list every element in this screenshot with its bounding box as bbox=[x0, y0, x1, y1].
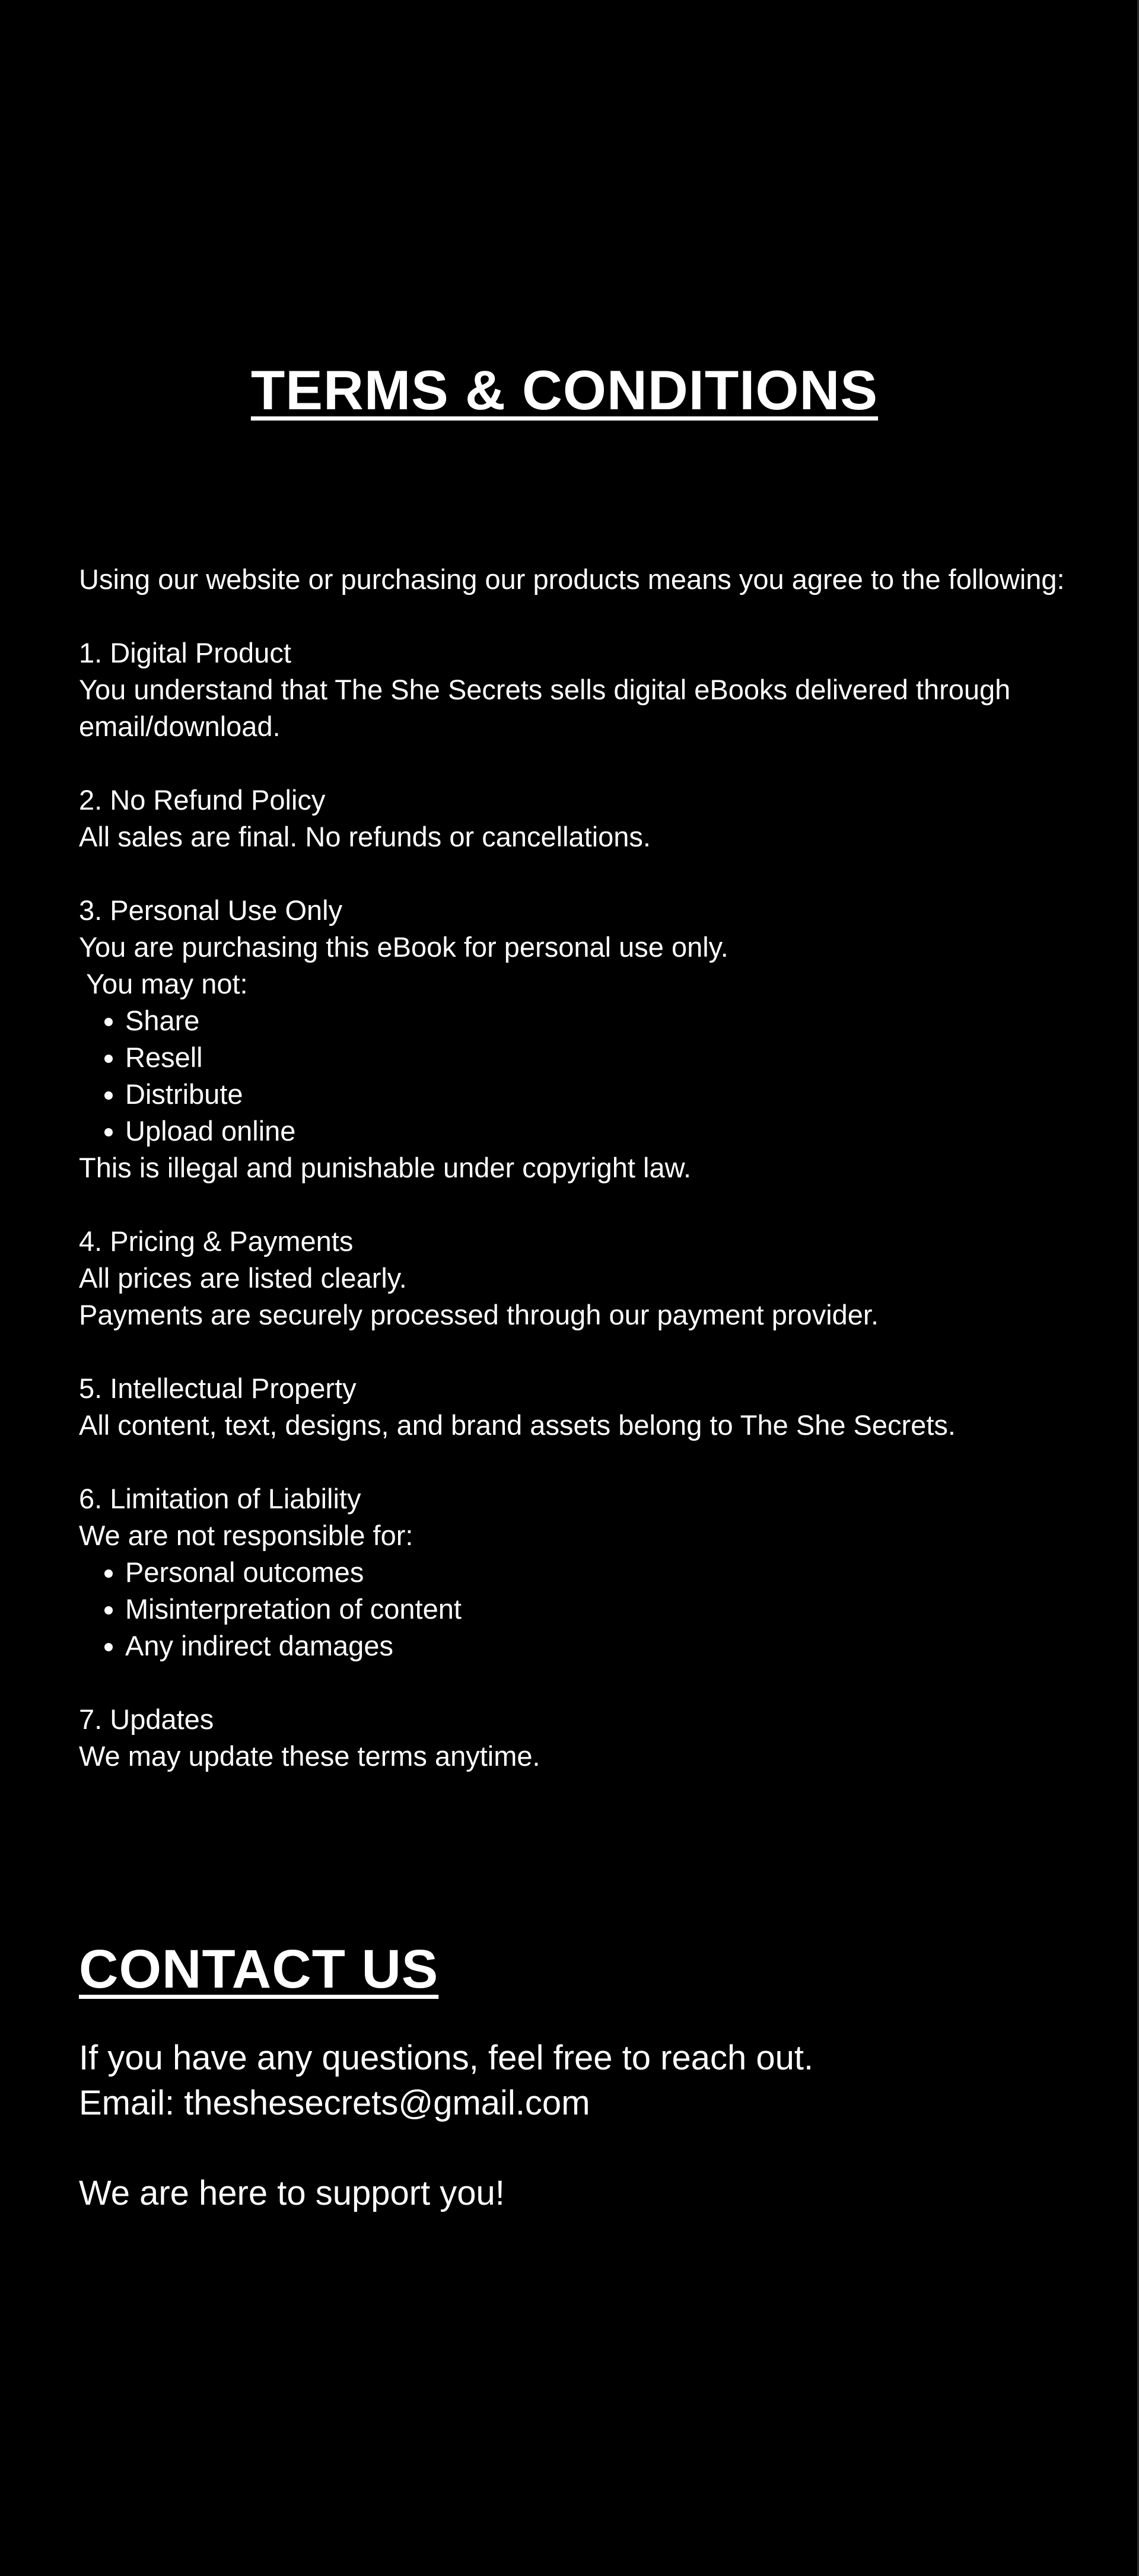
section-heading-ip: 5. Intellectual Property bbox=[79, 1373, 357, 1404]
intro-text: Using our website or purchasing our products means you agree to the following: bbox=[79, 563, 1065, 595]
list-item: • Distribute bbox=[125, 1076, 1087, 1113]
list-item: • Upload online bbox=[125, 1113, 1087, 1150]
contact-title bbox=[79, 1934, 438, 2005]
spacer bbox=[79, 1186, 1087, 1223]
list-item: • Share bbox=[125, 1002, 1087, 1039]
section-heading-no-refund: 2. No Refund Policy bbox=[79, 784, 326, 816]
section-line-pricing-1: All prices are listed clearly. bbox=[79, 1262, 407, 1294]
list-item: • Any indirect damages bbox=[125, 1628, 1087, 1664]
section-heading-digital-product: 1. Digital Product bbox=[79, 637, 291, 668]
contact-support: We are here to support you! bbox=[79, 2174, 505, 2212]
section-body-ip: All content, text, designs, and brand assets belong to The She Secrets. bbox=[79, 1409, 956, 1441]
contact-title-text: CONTACT US bbox=[79, 1939, 439, 1999]
spacer bbox=[79, 855, 1087, 892]
section-lead-personal-use: You may not: bbox=[86, 968, 248, 999]
page-title-text: TERMS & CONDITIONS bbox=[250, 359, 879, 421]
section-heading-pricing: 4. Pricing & Payments bbox=[79, 1225, 354, 1257]
spacer bbox=[79, 1664, 1087, 1701]
contact-email: Email: theshesecrets@gmail.com bbox=[79, 2084, 590, 2122]
section-closing-personal-use: This is illegal and punishable under copyright law. bbox=[79, 1152, 692, 1183]
terms-content bbox=[79, 561, 1087, 1775]
section-body-personal-use: You are purchasing this eBook for personal use only. bbox=[79, 931, 728, 963]
personal-use-list bbox=[79, 1002, 1087, 1150]
section-heading-updates: 7. Updates bbox=[79, 1703, 214, 1735]
section-lead-liability: We are not responsible for: bbox=[79, 1520, 413, 1551]
section-body-no-refund: All sales are final. No refunds or cancellations. bbox=[79, 821, 651, 852]
spacer bbox=[79, 1333, 1087, 1370]
page-title bbox=[0, 355, 1129, 426]
list-item: • Resell bbox=[125, 1039, 1087, 1076]
liability-list bbox=[79, 1554, 1087, 1664]
contact-line: If you have any questions, feel free to reach out. bbox=[79, 2039, 814, 2077]
contact-content bbox=[79, 2036, 1087, 2216]
section-line-pricing-2: Payments are securely processed through our payment provider. bbox=[79, 1299, 879, 1330]
spacer bbox=[79, 1444, 1087, 1480]
section-body-updates: We may update these terms anytime. bbox=[79, 1740, 540, 1772]
spacer bbox=[79, 598, 1087, 635]
list-item: • Personal outcomes bbox=[125, 1554, 1087, 1591]
spacer bbox=[79, 745, 1087, 782]
list-item: • Misinterpretation of content bbox=[125, 1591, 1087, 1628]
section-heading-personal-use: 3. Personal Use Only bbox=[79, 894, 343, 926]
section-heading-liability: 6. Limitation of Liability bbox=[79, 1483, 361, 1514]
section-body-digital-product: You understand that The She Secrets sells digital eBooks delivered through email/download. bbox=[79, 674, 1011, 742]
spacer bbox=[79, 2126, 1087, 2171]
